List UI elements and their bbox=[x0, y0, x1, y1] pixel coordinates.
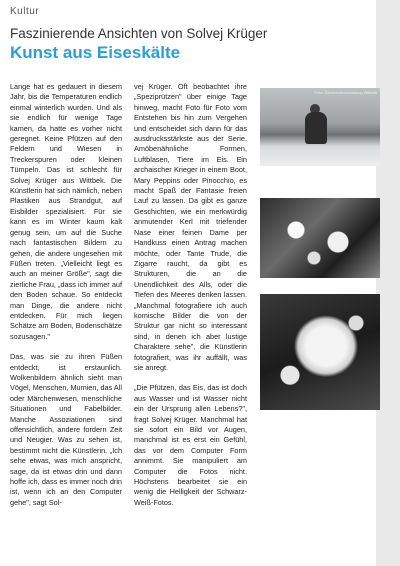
photo-ice-pattern-2 bbox=[260, 294, 380, 410]
page-edge-strip bbox=[376, 0, 400, 566]
article-title: Kunst aus Eiseskälte bbox=[10, 43, 181, 62]
person-shape bbox=[305, 112, 327, 144]
header-bar bbox=[0, 0, 400, 22]
paragraph: Das, was sie zu ihren Füßen entdeckt, ist erstaunlich. Wolkenbildern ähnlich sieht man Vögel, Menschen, Mumien, das All oder Märchenwesen, menschliche Situationen und Fabelbilder. Manche Assoziationen sind offensichtlich, andere fordern Zeit und Neugier. Was zu sehen ist, bestimmt nicht die Künstlerin. „Ich sehe etwas, was mich anspricht, sage, da ist etwas drin und dann hoffe ich, dass es immer noch drin ist, wenn ich an den Computer gehe", sagt Sol- bbox=[10, 352, 122, 507]
paragraph: „Die Pfützen, das Eis, das ist doch aus Wasser und ist Wasser nicht ein der Ursprung allen Lebens?", fragt Solvej Krüger. Manchmal hat sie sofort ein Bild vor Augen, manchmal ist es erst ein Gefühl, das vor dem Computer Form annimmt. Sie manipuliert am Computer die Fotos nicht. Höchstens bearbeitet sie ein wenig die Helligkeit der Schwarz-Weiß-Fotos. bbox=[134, 383, 247, 507]
photo-artist-in-field bbox=[260, 88, 380, 166]
section-label: Kultur bbox=[10, 6, 40, 17]
paragraph: Lange hat es gedauert in diesem Jahr, bis die Temperaturen endlich einmal winterlich wurden. Und als sie endlich für wenige Tage kamen, da hatte es vorher nicht geregnet. Keine Pfützen auf den Feldern und Wiesen in Treckerspuren oder kleinen Tümpeln. Das ist schlecht für Solvej Krüger aus Wittbek. Die Künstlerin hat sich nämlich, neben Plastiken aus Strandgut, auf Eisbilder spezialisiert. Für sie kann es im Winter kaum kalt genug sein, um auf die Suche nach fantastischen Bildern zu gehen, die andere ungesehen mit Füßen treten. „Vielleicht liegt es auch an meiner Größe", sagt die zierliche Frau, „dass ich immer auf den Boden schaue. So entdeckt man Dinge, die andere nicht entdecken. Für mich liegen Schätze am Boden, Bodenschätze sozusagen." bbox=[10, 82, 122, 341]
text-column-2 bbox=[134, 82, 247, 518]
article-subtitle: Faszinierende Ansichten von Solvej Krüger bbox=[10, 26, 268, 41]
paragraph: vej Krüger. Oft beobachtet ihre „Speziprützen" über einige Tage hinweg, macht Foto für Foto vom Entstehen bis hin zum Vergehen und entscheidet sich dann für das ausdrucksstärkste aus der Serie. Amöbenähnliche Formen, Luftblasen, Tiere im Eis. Ein archaischer Krieger in einem Boot, Mary Peppins oder Pinocchio, es macht Spaß der Fantasie freien Lauf zu lassen. Da gibt es ganze Geschichten, wie ein merkwürdig anmutender Kerl mit triefender Nase einer feinen Dame per Handkuss einen Antrag machen möchte, oder Tante Trude, die Zigarre raucht, da gibt es Strukturen, die an die Unendlichkeit des Alls, oder die Tiefen des Meeres denken lassen. „Manchmal fotografiere ich auch komische Bilder die von der Struktur gar nicht so interessant sind, in denen ich aber lustige Charaktere sehe", die Künstlerin fotografiert, was ihr auffällt, was sie anregt. bbox=[134, 82, 247, 372]
text-column-1 bbox=[10, 82, 122, 518]
photo-ice-pattern-1 bbox=[260, 198, 380, 278]
photo-credit: Foto: Gemeindeverwaltung Wittbek bbox=[314, 90, 377, 95]
